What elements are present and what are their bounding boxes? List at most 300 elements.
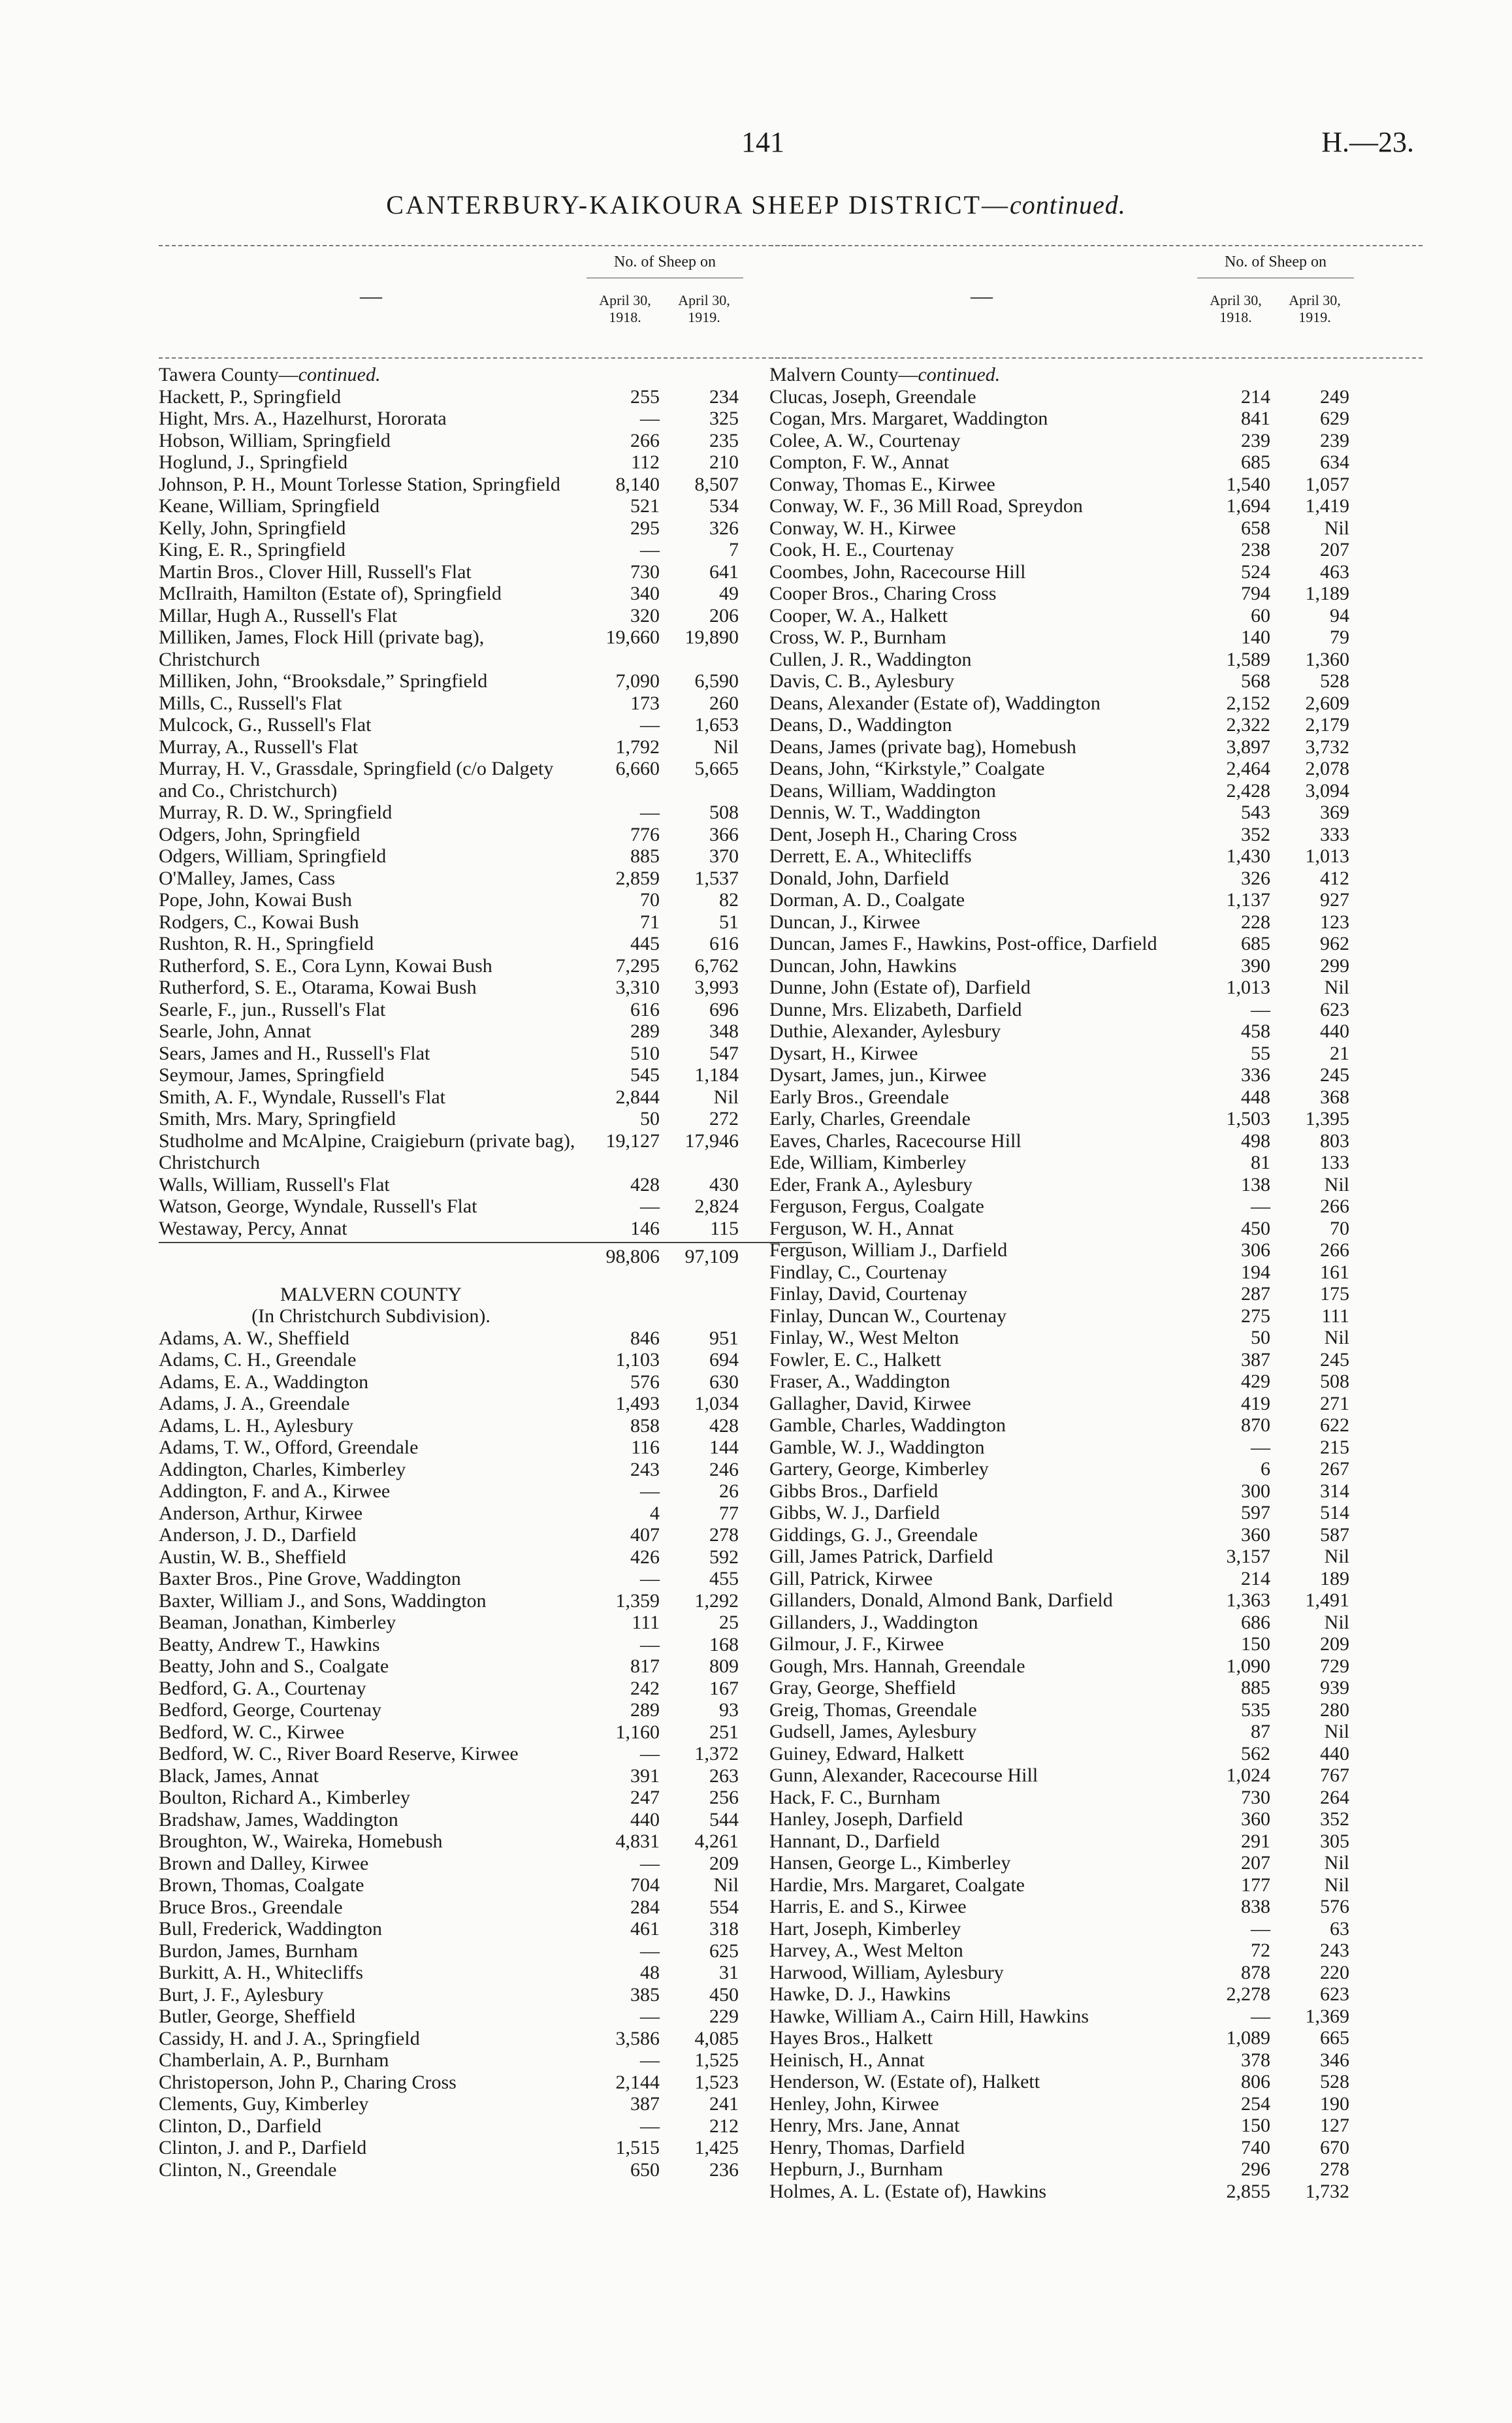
sheep-1919: 696: [709, 998, 739, 1020]
sheep-1918: 1,503: [1226, 1108, 1270, 1130]
table-row: [159, 1415, 812, 1437]
sheep-1919: 241: [709, 2093, 739, 2115]
sheep-1919: 77: [719, 1502, 739, 1524]
sheep-1919: 266: [1320, 1239, 1349, 1261]
sheep-1919: 209: [1320, 1633, 1349, 1655]
sheep-1919: 665: [1320, 2027, 1349, 2049]
sheep-1919: 508: [709, 802, 739, 823]
sheep-1919: 366: [709, 823, 739, 845]
sheep-1919: 927: [1320, 889, 1349, 911]
owner-name: Giddings, G. J., Greendale: [769, 1523, 978, 1546]
table-row: [769, 2049, 1423, 2072]
sheep-1919: 249: [1320, 385, 1349, 408]
table-row: [159, 1568, 812, 1590]
sheep-1919: 3,993: [694, 977, 739, 998]
sheep-1918: 3,586: [615, 2027, 660, 2049]
sheep-1918: 616: [630, 998, 660, 1020]
owner-name: Dent, Joseph H., Charing Cross: [769, 823, 1018, 845]
sheep-1918: 2,855: [1226, 2180, 1270, 2202]
sheep-1918: 71: [640, 911, 660, 933]
table-row: [159, 1130, 812, 1174]
sheep-1918: 238: [1241, 539, 1270, 561]
sheep-1919: 534: [709, 495, 739, 517]
owner-name: Cullen, J. R., Waddington: [769, 648, 972, 670]
table-row: [159, 517, 812, 540]
owner-name: Harwood, William, Aylesbury: [769, 1961, 1004, 1983]
owner-name: Johnson, P. H., Mount Torlesse Station, Springfield: [159, 473, 560, 495]
sheep-1918: 320: [630, 604, 660, 626]
sheep-1918: 214: [1241, 385, 1270, 408]
table-row: [159, 2093, 812, 2115]
sheep-1919: 325: [709, 408, 739, 429]
owner-name: Henley, John, Kirwee: [769, 2092, 939, 2115]
table-row: [769, 1371, 1423, 1393]
sheep-1918: 535: [1241, 1699, 1270, 1721]
sheep-1919: 8,507: [694, 473, 739, 495]
owner-name: Duncan, John, Hawkins: [769, 954, 957, 977]
owner-name: Fowler, E. C., Halkett: [769, 1348, 941, 1371]
table-row: [769, 1480, 1423, 1503]
sheep-1918: 81: [1251, 1152, 1270, 1173]
owner-name: Adams, T. W., Offord, Greendale: [159, 1437, 419, 1458]
sheep-1918: 289: [630, 1020, 660, 1042]
table-row: [159, 1678, 812, 1700]
table-row: [769, 670, 1423, 692]
owner-name: Gray, George, Sheffield: [769, 1677, 956, 1699]
table-row: [159, 1327, 812, 1350]
owner-name: Ferguson, W. H., Annat: [769, 1217, 954, 1239]
sheep-1918: 885: [1241, 1677, 1270, 1699]
sheep-1918: 239: [1241, 429, 1270, 451]
owner-name: Dorman, A. D., Coalgate: [769, 889, 965, 911]
owner-name: Duncan, James F., Hawkins, Post-office, Darfield: [769, 933, 1157, 954]
sheep-1919: 2,609: [1305, 692, 1349, 714]
sheep-1919: 1,369: [1305, 2005, 1349, 2027]
sheep-1918: 545: [630, 1064, 660, 1086]
sheep-1919: 576: [1320, 1896, 1349, 1917]
sheep-1918: —: [640, 539, 660, 561]
owner-name: Compton, F. W., Annat: [769, 451, 950, 473]
owner-name: Colee, A. W., Courtenay: [769, 429, 961, 451]
table-row: [159, 2028, 812, 2050]
sheep-1919: 2,078: [1305, 758, 1349, 779]
sheep-1919: 17,946: [684, 1130, 739, 1152]
sheep-1919: 299: [1320, 954, 1349, 977]
sheep-1918: 242: [630, 1677, 660, 1699]
sheep-1918: 3,310: [615, 977, 660, 998]
owner-name: Fraser, A., Waddington: [769, 1371, 950, 1392]
owner-name: Odgers, William, Springfield: [159, 845, 387, 867]
table-row: [159, 495, 812, 517]
sheep-1918: 841: [1241, 408, 1270, 429]
owner-name: Bedford, George, Courtenay: [159, 1699, 382, 1721]
sheep-1919: 370: [709, 845, 739, 867]
table-row: [159, 1086, 812, 1109]
sheep-1919: Nil: [1324, 1173, 1349, 1195]
sheep-1919: 94: [1330, 604, 1349, 626]
sheep-1918: 445: [630, 933, 660, 954]
owner-name: Donald, John, Darfield: [769, 867, 949, 889]
owner-name: Clinton, N., Greendale: [159, 2158, 337, 2181]
sheep-1918: 296: [1241, 2158, 1270, 2180]
table-row: [769, 1852, 1423, 1874]
owner-name: Early, Charles, Greendale: [769, 1108, 971, 1130]
sheep-1919: 305: [1320, 1830, 1349, 1852]
table-row: [769, 1896, 1423, 1918]
owner-name: Hight, Mrs. A., Hazelhurst, Hororata: [159, 408, 447, 429]
table-row: [769, 1108, 1423, 1130]
sheep-1918: —: [1251, 1436, 1270, 1458]
section-tawera-continued: continued.: [298, 364, 381, 385]
sheep-1918: 275: [1241, 1305, 1270, 1327]
sheep-1919: 209: [709, 1852, 739, 1874]
table-row: [769, 1502, 1423, 1524]
sheep-1918: 2,464: [1226, 758, 1270, 779]
owner-name: Clements, Guy, Kimberley: [159, 2093, 369, 2115]
owner-name: Finlay, David, Courtenay: [769, 1283, 968, 1305]
sheep-1918: 340: [630, 583, 660, 604]
sheep-1919: 239: [1320, 429, 1349, 451]
table-row: [769, 1414, 1423, 1437]
owner-name: Gillanders, J., Waddington: [769, 1611, 978, 1633]
owner-name: Deans, D., Waddington: [769, 714, 952, 736]
table-row: [159, 2072, 812, 2094]
sheep-1918: 72: [1251, 1940, 1270, 1961]
owner-name: Findlay, C., Courtenay: [769, 1261, 948, 1283]
owner-name: Cook, H. E., Courtenay: [769, 539, 954, 561]
table-row: [159, 1853, 812, 1875]
table-row: [159, 1195, 812, 1218]
table-row: [159, 605, 812, 627]
sheep-1919: 318: [709, 1918, 739, 1940]
sheep-1918: 576: [630, 1371, 660, 1393]
sheep-1918: 19,127: [605, 1130, 660, 1152]
table-row: [159, 1721, 812, 1744]
sheep-1918: 177: [1241, 1874, 1270, 1896]
sheep-1918: 150: [1241, 1633, 1270, 1655]
sheep-1919: 256: [709, 1787, 739, 1808]
sheep-1919: 333: [1320, 823, 1349, 845]
owner-name: Davis, C. B., Aylesbury: [769, 670, 955, 692]
table-row: [769, 1655, 1423, 1678]
table-row: [159, 430, 812, 452]
sheep-1918: —: [640, 1743, 660, 1764]
sheep-1918: 1,493: [615, 1393, 660, 1414]
table-row: [159, 1524, 812, 1546]
owner-name: Finlay, Duncan W., Courtenay: [769, 1305, 1007, 1327]
owner-name: Addington, F. and A., Kirwee: [159, 1480, 391, 1502]
sheep-1918: 794: [1241, 583, 1270, 604]
page-number: 141: [741, 126, 784, 158]
owner-name: Derrett, E. A., Whitecliffs: [769, 845, 972, 867]
table-row: [769, 626, 1423, 649]
malvern-rows-right: [769, 386, 1423, 2203]
right-column: [769, 245, 1423, 2202]
section-tawera: [159, 359, 812, 386]
sheep-1918: 730: [1241, 1786, 1270, 1808]
sheep-1919: 962: [1320, 933, 1349, 954]
total-1918: 98,806: [605, 1246, 660, 1267]
sheep-1918: 1,137: [1226, 889, 1270, 911]
owner-name: Cross, W. P., Burnham: [769, 626, 946, 648]
sheep-1919: 592: [709, 1546, 739, 1568]
sheep-1918: 1,103: [615, 1349, 660, 1371]
sheep-1919: 623: [1320, 998, 1349, 1020]
sheep-1919: 278: [1320, 2158, 1349, 2180]
sheep-1919: 455: [709, 1568, 739, 1589]
owner-name: Christoperson, John P., Charing Cross: [159, 2071, 457, 2093]
table-row: [769, 802, 1423, 824]
sheep-1919: 133: [1320, 1152, 1349, 1173]
owner-name: Bradshaw, James, Waddington: [159, 1808, 398, 1830]
tawera-rows: [159, 386, 812, 1240]
table-row: [769, 1261, 1423, 1284]
sheep-1919: 463: [1320, 561, 1349, 583]
sheep-1919: 670: [1320, 2136, 1349, 2158]
sheep-1918: —: [640, 714, 660, 736]
table-row: [159, 1349, 812, 1371]
sheep-1919: 93: [719, 1699, 739, 1721]
owner-name: Cooper, W. A., Halkett: [769, 604, 948, 626]
header-sheep-on: No. of Sheep on: [614, 253, 716, 270]
table-row: [769, 1830, 1423, 1853]
owner-name: Gillanders, Donald, Almond Bank, Darfield: [769, 1589, 1113, 1611]
table-row: [769, 2137, 1423, 2159]
sheep-1918: 543: [1241, 802, 1270, 823]
table-row: [159, 736, 812, 758]
owner-name: Chamberlain, A. P., Burnham: [159, 2049, 389, 2071]
sheep-1918: 448: [1241, 1086, 1270, 1108]
table-row: [159, 1043, 812, 1065]
table-row: [769, 889, 1423, 911]
sheep-1919: 4,085: [694, 2027, 739, 2049]
sheep-1919: 161: [1320, 1261, 1349, 1283]
sheep-1918: —: [640, 2006, 660, 2027]
sheep-1919: 326: [709, 517, 739, 539]
sheep-1919: 1,732: [1305, 2180, 1349, 2202]
table-row: [769, 1349, 1423, 1371]
owner-name: Westaway, Percy, Annat: [159, 1217, 347, 1239]
table-row: [159, 1459, 812, 1481]
sheep-1918: 685: [1241, 451, 1270, 473]
owner-name: Gamble, W. J., Waddington: [769, 1436, 985, 1458]
table-row: [769, 2115, 1423, 2137]
owner-name: Deans, William, Waddington: [769, 779, 996, 802]
table-row: [159, 583, 812, 605]
table-row: [159, 1655, 812, 1678]
owner-name: Walls, William, Russell's Flat: [159, 1173, 390, 1195]
sheep-1919: 251: [709, 1721, 739, 1743]
sheep-1919: Nil: [1324, 1546, 1349, 1567]
sheep-1918: 254: [1241, 2092, 1270, 2115]
owner-name: Finlay, W., West Melton: [769, 1327, 959, 1348]
sheep-1918: 3,897: [1226, 736, 1270, 758]
sheep-1919: 623: [1320, 1983, 1349, 2005]
sheep-1919: 123: [1320, 911, 1349, 933]
owner-name: Mills, C., Russell's Flat: [159, 692, 342, 714]
table-row: [159, 1743, 812, 1765]
table-row: [769, 408, 1423, 430]
table-row: [159, 955, 812, 977]
owner-name: Cassidy, H. and J. A., Springfield: [159, 2027, 420, 2049]
sheep-1918: 146: [630, 1217, 660, 1239]
table-row: [159, 1393, 812, 1415]
sheep-1918: 407: [630, 1524, 660, 1546]
sheep-1919: 1,419: [1305, 495, 1349, 517]
table-row: [769, 1437, 1423, 1459]
section-tawera-title: Tawera County—: [159, 364, 298, 385]
sheep-1918: 207: [1241, 1852, 1270, 1874]
sheep-1919: 190: [1320, 2092, 1349, 2115]
sheep-1919: 25: [719, 1612, 739, 1633]
sheep-1918: —: [1251, 1195, 1270, 1217]
sheep-1918: 295: [630, 517, 660, 539]
left-table-header: [159, 245, 812, 359]
table-row: [769, 714, 1423, 736]
sheep-1919: 1,491: [1305, 1589, 1349, 1611]
sheep-1919: 1,537: [694, 867, 739, 889]
owner-name: Black, James, Annat: [159, 1764, 319, 1787]
table-row: [769, 1808, 1423, 1830]
sheep-1918: 2,152: [1226, 692, 1270, 714]
owner-name: Milliken, John, “Brooksdale,” Springfield: [159, 670, 488, 692]
sheep-1918: 846: [630, 1327, 660, 1349]
sheep-1919: 2,179: [1305, 714, 1349, 736]
table-row: [769, 1962, 1423, 1984]
sheep-1918: 116: [631, 1437, 660, 1458]
owner-name: Conway, W. F., 36 Mill Road, Spreydon: [769, 495, 1083, 517]
table-row: [769, 1043, 1423, 1065]
table-row: [769, 1940, 1423, 1962]
sheep-1918: —: [640, 1480, 660, 1502]
owner-name: Brown and Dalley, Kirwee: [159, 1852, 369, 1874]
table-row: [159, 1174, 812, 1196]
owner-name: Adams, C. H., Greendale: [159, 1349, 357, 1371]
sheep-1918: 458: [1241, 1020, 1270, 1042]
sheep-1918: 650: [630, 2158, 660, 2181]
sheep-1919: 5,665: [694, 758, 739, 779]
sheep-1919: 1,395: [1305, 1108, 1349, 1130]
sheep-1919: Nil: [713, 736, 739, 758]
sheep-1919: 528: [1320, 670, 1349, 692]
sheep-1918: 390: [1241, 954, 1270, 977]
owner-name: McIlraith, Hamilton (Estate of), Springfield: [159, 583, 502, 604]
sheep-1918: —: [640, 1940, 660, 1962]
owner-name: Gamble, Charles, Waddington: [769, 1414, 1006, 1436]
title-continued: continued.: [1009, 190, 1126, 220]
sheep-1918: —: [640, 2115, 660, 2137]
table-row: [769, 1393, 1423, 1415]
table-row: [159, 889, 812, 911]
sheep-1918: 1,515: [615, 2137, 660, 2158]
table-row: [159, 1962, 812, 1984]
sheep-1918: 228: [1241, 911, 1270, 933]
sheep-1918: 289: [630, 1699, 660, 1721]
table-row: [769, 1699, 1423, 1721]
table-row: [769, 1020, 1423, 1043]
table-row: [769, 845, 1423, 868]
table-row: [159, 539, 812, 561]
sheep-1918: 2,844: [615, 1086, 660, 1108]
total-1919: 97,109: [684, 1246, 739, 1267]
sheep-1918: 426: [630, 1546, 660, 1568]
sheep-1918: 194: [1241, 1261, 1270, 1283]
owner-name: Gunn, Alexander, Racecourse Hill: [769, 1764, 1038, 1786]
sheep-1919: 314: [1320, 1480, 1349, 1502]
sheep-1918: 50: [1251, 1327, 1270, 1348]
sheep-1918: 450: [1241, 1217, 1270, 1239]
sheep-1919: 450: [709, 1983, 739, 2006]
table-row: [159, 1590, 812, 1612]
sheep-1918: 1,013: [1226, 977, 1270, 998]
sheep-1918: 60: [1251, 604, 1270, 626]
table-row: [769, 561, 1423, 583]
sheep-1919: 440: [1320, 1742, 1349, 1764]
header-year-1919-right: April 30, 1919.: [1289, 292, 1341, 325]
sheep-1919: Nil: [713, 1874, 739, 1896]
sheep-1918: —: [640, 1568, 660, 1589]
table-row: [769, 2181, 1423, 2203]
sheep-1918: 1,792: [615, 736, 660, 758]
sheep-1918: 255: [630, 385, 660, 408]
owner-name: Hardie, Mrs. Margaret, Coalgate: [769, 1874, 1025, 1896]
sheep-1919: 440: [1320, 1020, 1349, 1042]
table-row: [159, 1787, 812, 1809]
owner-name: Addington, Charles, Kimberley: [159, 1458, 406, 1480]
table-row: [769, 955, 1423, 977]
table-row: [159, 1874, 812, 1896]
sheep-1919: 21: [1330, 1042, 1349, 1064]
table-row: [769, 1283, 1423, 1305]
sheep-1919: 79: [1330, 626, 1349, 648]
table-row: [769, 583, 1423, 605]
owner-name: Keane, William, Springfield: [159, 495, 380, 517]
sheep-1918: 138: [1241, 1173, 1270, 1195]
table-row: [769, 495, 1423, 517]
owner-name: O'Malley, James, Cass: [159, 867, 336, 889]
sheep-1919: 260: [709, 692, 739, 714]
owner-name: Milliken, James, Flock Hill (private bag), Christchurch: [159, 626, 489, 670]
sheep-1918: 521: [630, 495, 660, 517]
table-row: [769, 1458, 1423, 1480]
sheep-1918: 19,660: [605, 626, 660, 648]
malvern-rows-left: [159, 1327, 812, 2181]
sheep-1919: 3,094: [1305, 779, 1349, 802]
sheep-1918: 173: [630, 692, 660, 714]
sheep-1918: 4,831: [615, 1830, 660, 1852]
sheep-1918: —: [640, 408, 660, 429]
sheep-1918: 284: [630, 1896, 660, 1918]
sheep-1919: 263: [709, 1764, 739, 1787]
sheep-1919: Nil: [1324, 517, 1349, 539]
right-table-header: [769, 245, 1423, 359]
owner-name: Bull, Frederick, Waddington: [159, 1918, 382, 1940]
sheep-1919: 278: [709, 1524, 739, 1546]
table-row: [769, 430, 1423, 452]
sheep-1919: 412: [1320, 867, 1349, 889]
table-row: [769, 780, 1423, 802]
sheep-1919: 528: [1320, 2071, 1349, 2092]
sheep-1919: 271: [1320, 1392, 1349, 1414]
sheep-1918: 686: [1241, 1611, 1270, 1633]
sheep-1918: 1,090: [1226, 1655, 1270, 1677]
owner-name: Butler, George, Sheffield: [159, 2006, 355, 2027]
sheep-1918: 838: [1241, 1896, 1270, 1917]
sheep-1919: 212: [709, 2115, 739, 2137]
table-row: [159, 2137, 812, 2159]
owner-name: Brown, Thomas, Coalgate: [159, 1874, 364, 1896]
table-row: [159, 386, 812, 408]
